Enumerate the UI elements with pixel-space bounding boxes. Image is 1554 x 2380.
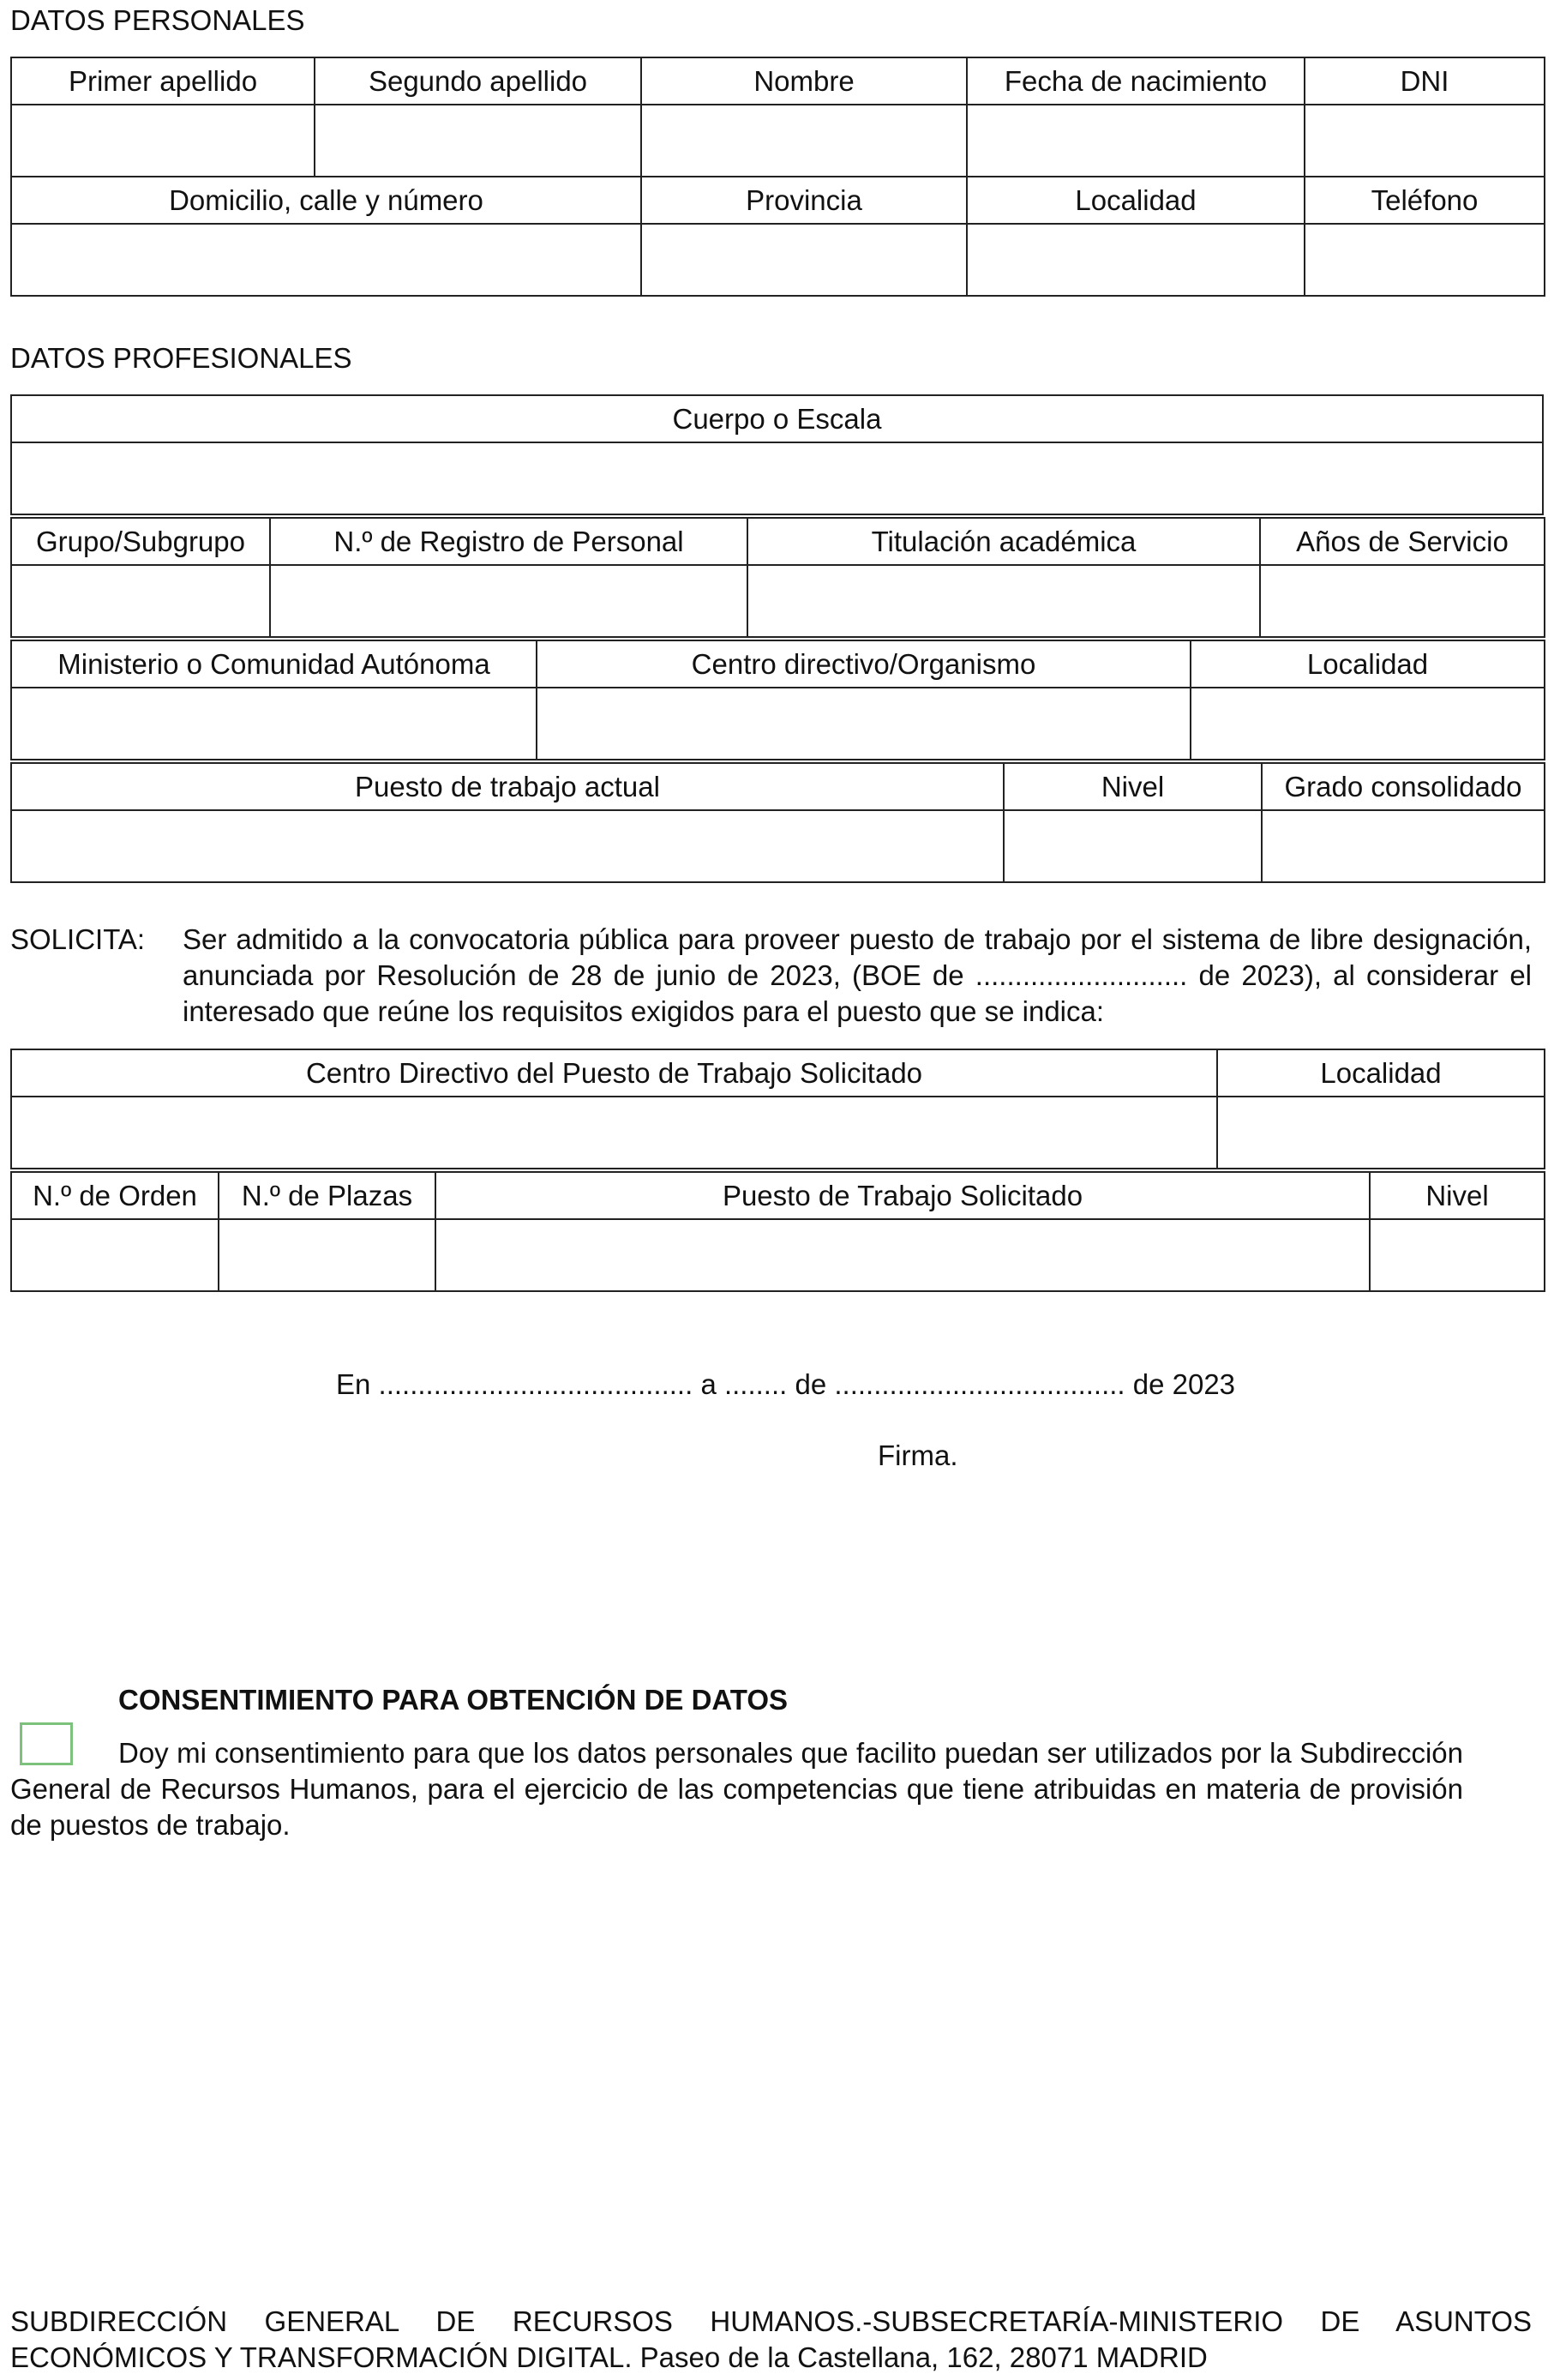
header-registro-personal: N.º de Registro de Personal bbox=[270, 518, 747, 565]
footer-address bbox=[10, 2304, 1532, 2376]
field-ministerio[interactable] bbox=[11, 688, 537, 760]
field-provincia[interactable] bbox=[641, 224, 967, 296]
footer-line-1: SUBDIRECCIÓN GENERAL DE RECURSOS HUMANOS.-SUBSECRETARÍA-MINISTERIO DE ASUNTOS bbox=[10, 2305, 1532, 2337]
header-localidad-profesional: Localidad bbox=[1191, 640, 1545, 688]
field-grado-consolidado[interactable] bbox=[1262, 810, 1545, 882]
requested-centro-table bbox=[10, 1049, 1545, 1169]
header-localidad: Localidad bbox=[967, 177, 1305, 224]
place-date-line: En ........................................ a ........ de ..................................... de 2023 bbox=[336, 1368, 1236, 1400]
field-primer-apellido[interactable] bbox=[11, 105, 315, 177]
header-nombre: Nombre bbox=[641, 57, 967, 105]
field-anos-servicio[interactable] bbox=[1260, 565, 1545, 637]
header-dni: DNI bbox=[1305, 57, 1545, 105]
header-puesto-actual: Puesto de trabajo actual bbox=[11, 763, 1004, 810]
field-localidad[interactable] bbox=[967, 224, 1305, 296]
requested-puesto-table bbox=[10, 1171, 1545, 1292]
field-numero-plazas[interactable] bbox=[219, 1219, 435, 1291]
field-puesto-actual[interactable] bbox=[11, 810, 1004, 882]
header-puesto-solicitado: Puesto de Trabajo Solicitado bbox=[435, 1172, 1370, 1219]
field-centro-directivo[interactable] bbox=[537, 688, 1191, 760]
header-domicilio: Domicilio, calle y número bbox=[11, 177, 641, 224]
field-nivel-solicitado[interactable] bbox=[1370, 1219, 1545, 1291]
field-cuerpo-escala[interactable] bbox=[11, 442, 1543, 514]
section-title-personal: DATOS PERSONALES bbox=[10, 4, 305, 36]
consent-title: CONSENTIMIENTO PARA OBTENCIÓN DE DATOS bbox=[118, 1684, 789, 1716]
professional-ministerio-table bbox=[10, 640, 1545, 760]
header-numero-orden: N.º de Orden bbox=[11, 1172, 219, 1219]
field-titulacion[interactable] bbox=[747, 565, 1260, 637]
header-centro-solicitado: Centro Directivo del Puesto de Trabajo Solicitado bbox=[11, 1049, 1217, 1097]
header-telefono: Teléfono bbox=[1305, 177, 1545, 224]
field-numero-orden[interactable] bbox=[11, 1219, 219, 1291]
header-provincia: Provincia bbox=[641, 177, 967, 224]
field-grupo-subgrupo[interactable] bbox=[11, 565, 270, 637]
header-numero-plazas: N.º de Plazas bbox=[219, 1172, 435, 1219]
personal-data-table bbox=[10, 57, 1545, 297]
professional-cuerpo-table bbox=[10, 394, 1544, 515]
solicita-text: Ser admitido a la convocatoria pública para proveer puesto de trabajo por el sistema de libre designación, anunciada por Resolución de 28 de junio de 2023, (BOE de ........................... de 2023), al considerar el interesado que reúne los requisitos exigidos para el puesto que se indica: bbox=[183, 923, 1532, 1027]
header-primer-apellido: Primer apellido bbox=[11, 57, 315, 105]
header-ministerio: Ministerio o Comunidad Autónoma bbox=[11, 640, 537, 688]
professional-puesto-table bbox=[10, 762, 1545, 883]
header-localidad-solicitada: Localidad bbox=[1217, 1049, 1545, 1097]
header-cuerpo-escala: Cuerpo o Escala bbox=[11, 395, 1543, 442]
header-titulacion: Titulación académica bbox=[747, 518, 1260, 565]
header-grupo-subgrupo: Grupo/Subgrupo bbox=[11, 518, 270, 565]
field-nivel-actual[interactable] bbox=[1004, 810, 1262, 882]
footer-line-2: ECONÓMICOS Y TRANSFORMACIÓN DIGITAL. Paseo de la Castellana, 162, 28071 MADRID bbox=[10, 2341, 1208, 2373]
consent-text: Doy mi consentimiento para que los datos personales que facilito puedan ser utilizados por la Subdirección General de Recursos Humanos, para el ejercicio de las competencias que tiene atribuidas en materia de provisión de puestos de trabajo. bbox=[10, 1737, 1463, 1841]
solicita-label: SOLICITA: bbox=[10, 923, 146, 955]
header-centro-directivo: Centro directivo/Organismo bbox=[537, 640, 1191, 688]
field-fecha-nacimiento[interactable] bbox=[967, 105, 1305, 177]
signature-label: Firma. bbox=[878, 1439, 958, 1471]
field-puesto-solicitado[interactable] bbox=[435, 1219, 1370, 1291]
field-localidad-profesional[interactable] bbox=[1191, 688, 1545, 760]
header-nivel-actual: Nivel bbox=[1004, 763, 1262, 810]
section-title-professional: DATOS PROFESIONALES bbox=[10, 342, 352, 374]
field-centro-solicitado[interactable] bbox=[11, 1097, 1217, 1169]
field-dni[interactable] bbox=[1305, 105, 1545, 177]
header-segundo-apellido: Segundo apellido bbox=[315, 57, 641, 105]
field-telefono[interactable] bbox=[1305, 224, 1545, 296]
field-localidad-solicitada[interactable] bbox=[1217, 1097, 1545, 1169]
field-segundo-apellido[interactable] bbox=[315, 105, 641, 177]
professional-registro-table bbox=[10, 517, 1545, 638]
header-anos-servicio: Años de Servicio bbox=[1260, 518, 1545, 565]
field-registro-personal[interactable] bbox=[270, 565, 747, 637]
field-domicilio[interactable] bbox=[11, 224, 641, 296]
field-nombre[interactable] bbox=[641, 105, 967, 177]
header-fecha-nacimiento: Fecha de nacimiento bbox=[967, 57, 1305, 105]
header-nivel-solicitado: Nivel bbox=[1370, 1172, 1545, 1219]
header-grado-consolidado: Grado consolidado bbox=[1262, 763, 1545, 810]
